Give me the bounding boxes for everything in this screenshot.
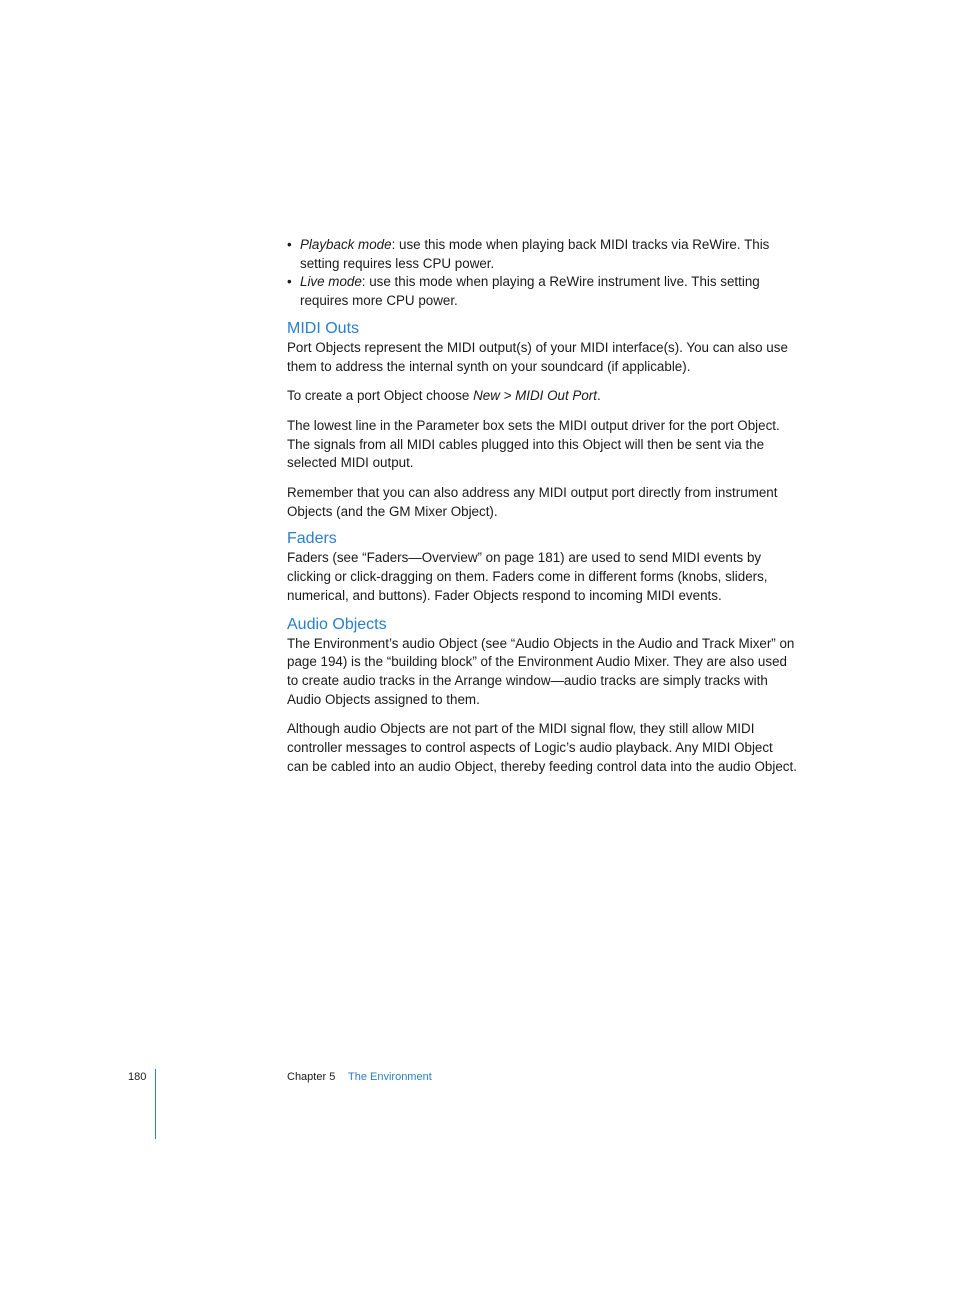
section-heading-faders: Faders bbox=[287, 530, 337, 548]
paragraph-text: . bbox=[597, 388, 601, 404]
paragraph: Remember that you can also address any MIDI output port directly from instrument Objects (and the GM Mixer Object). bbox=[287, 485, 778, 519]
paragraph: Faders (see “Faders—Overview” on page 181) are used to send MIDI events by clicking or click-dragging on them. Faders come in different forms (knobs, sliders, numerical, and buttons). Fader Objects respond to incoming MIDI events. bbox=[287, 550, 768, 603]
bullet-text: : use this mode when playing back MIDI tracks via ReWire. This setting requires less CPU power. bbox=[300, 237, 770, 271]
bullet-term: Live mode bbox=[300, 274, 362, 290]
paragraph bbox=[287, 387, 797, 406]
paragraph: Port Objects represent the MIDI output(s) of your MIDI interface(s). You can also use them to address the internal synth on your soundcard (if applicable). bbox=[287, 339, 788, 374]
bullet-term: Playback mode bbox=[300, 237, 392, 252]
mode-bullet-list bbox=[287, 236, 797, 311]
bullet-text: : use this mode when playing a ReWire instrument live. This setting requires more CPU power. bbox=[300, 274, 760, 309]
footer-chapter-label: Chapter 5 bbox=[287, 1071, 336, 1083]
paragraph-text: To create a port Object choose bbox=[287, 388, 474, 404]
paragraph: Although audio Objects are not part of the MIDI signal flow, they still allow MIDI controller messages to control aspects of Logic’s audio playback. Any MIDI Object can be cabled into an audio Object, thereby feeding control data into the audio Object. bbox=[287, 721, 797, 774]
menu-path: New > MIDI Out Port bbox=[473, 388, 597, 404]
page-number: 180 bbox=[128, 1071, 147, 1083]
list-item bbox=[287, 273, 797, 310]
section-heading-midi-outs: MIDI Outs bbox=[287, 319, 360, 337]
page-content bbox=[287, 236, 797, 776]
footer-chapter-title: The Environment bbox=[348, 1071, 432, 1083]
footer-divider bbox=[155, 1069, 156, 1139]
bullet-symbol: • bbox=[287, 274, 292, 290]
paragraph: The lowest line in the Parameter box sets the MIDI output driver for the port Object. The signals from all MIDI cables plugged into this Object will then be sent via the selected MIDI output. bbox=[287, 417, 780, 471]
section-heading-audio-objects: Audio Objects bbox=[287, 615, 387, 633]
bullet-symbol: • bbox=[287, 237, 292, 252]
list-item bbox=[287, 236, 797, 273]
paragraph: The Environment’s audio Object (see “Audio Objects in the Audio and Track Mixer” on page 194) is the “building block” of the Environment Audio Mixer. They are also used to create audio tracks in the Arrange window—audio tracks are simply tracks with Audio Objects assigned to them. bbox=[287, 635, 795, 707]
